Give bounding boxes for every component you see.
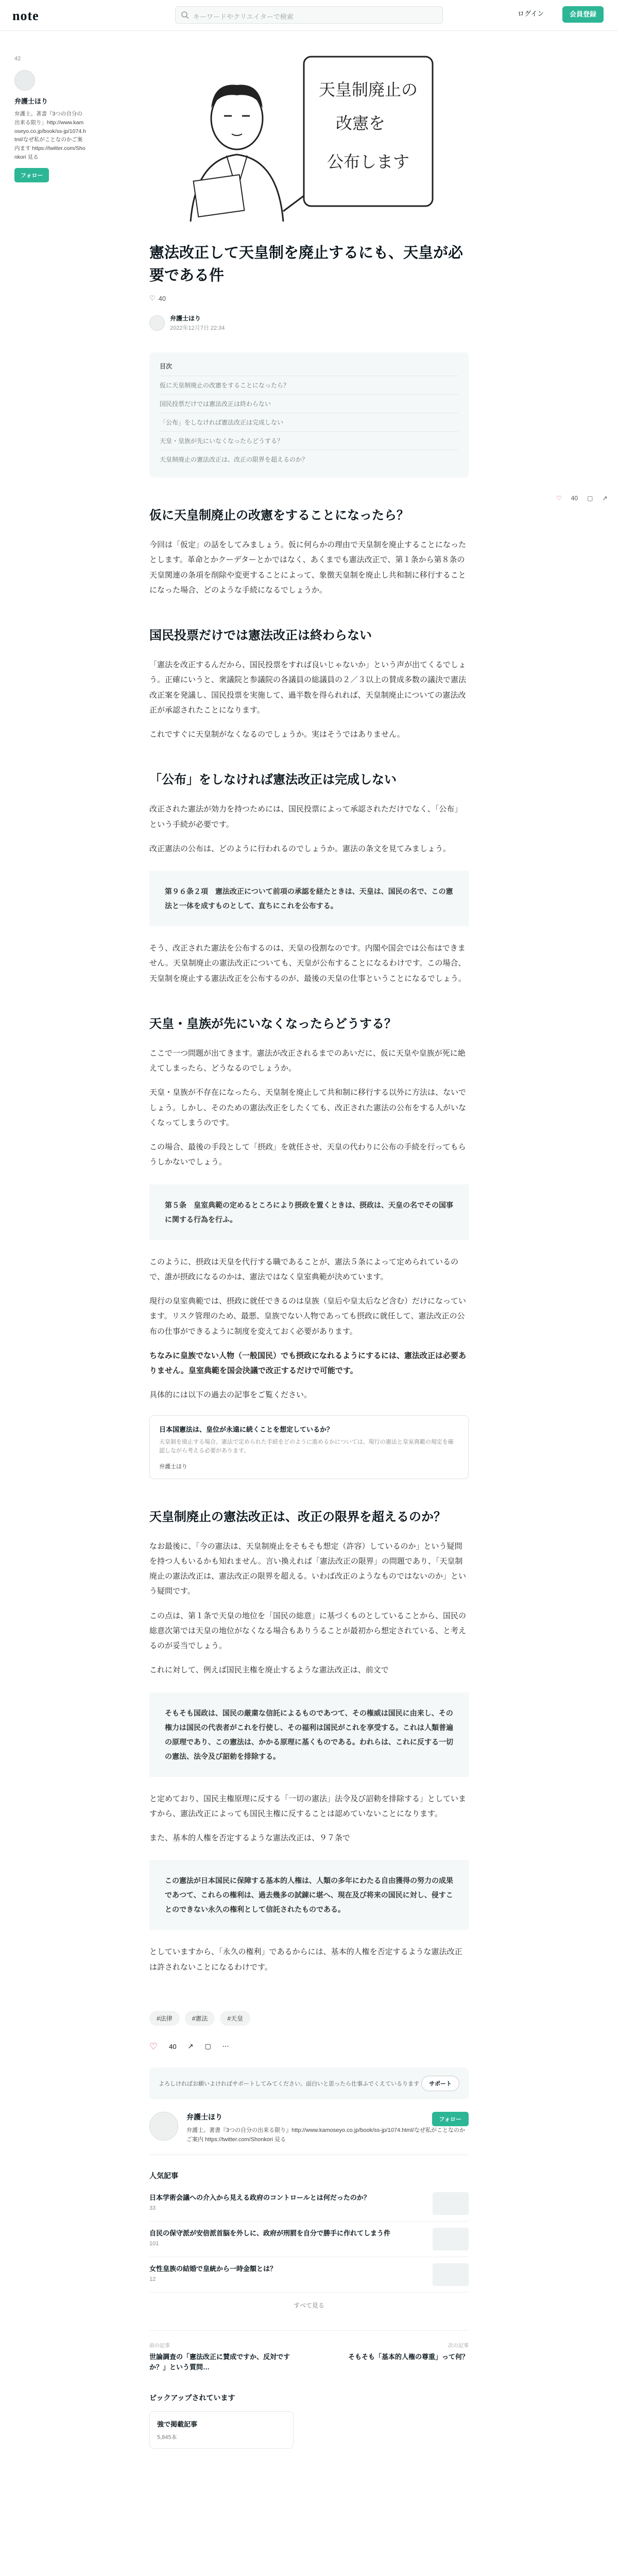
hero-illustration xyxy=(149,41,469,222)
pickup-section xyxy=(149,2393,469,2449)
prev-label: 前の記事 xyxy=(149,2343,170,2349)
popular-title: 日本学術会議への介入から見える政府のコントロールとは何だったのか？ xyxy=(149,2194,370,2202)
paragraph: 具体的には以下の過去の記事をご覧ください。 xyxy=(149,1391,312,1400)
next-title: そもそも「基本的人権の尊重」って何？ xyxy=(348,2353,469,2361)
tag[interactable]: #憲法 xyxy=(185,2011,215,2026)
pickup-card-title: 強で掲載記事 xyxy=(157,2420,198,2429)
see-all-link[interactable]: すべて見る xyxy=(294,2302,324,2310)
list-item[interactable] xyxy=(149,2186,469,2222)
paragraph: 今回は「仮定」の話をしてみましょう。仮に何らかの理由で天皇制を廃止することになったとします。革命とかクーデターとかではなく、あくまでも憲法改正で、第１条から第８条の天皇関連の条項を削除や変更することによって、象徴天皇制を廃止し共和制に移行することになった場合、どのような手続になるでしょうか。 xyxy=(149,540,467,595)
like-summary xyxy=(149,294,469,302)
paragraph: なお最後に、「今の憲法は、天皇制廃止をそもそも想定（許容）しているのか」という疑問を持つ人もいるかも知れません。言い換えれば「憲法改正の限界」の問題であり、「天皇制廃止の憲法改正は、憲法改正の限界を超える。いわば改正のようなものではないのか」という疑問です。 xyxy=(149,1541,467,1596)
embed-author: 弁護士ほり xyxy=(159,1463,187,1470)
popular-likes: 12 xyxy=(149,2276,156,2283)
like-count-bottom: 40 xyxy=(169,2042,177,2050)
thumbnail xyxy=(433,2263,469,2286)
profile-bio: 弁護士。著書『3つの自分の出来る限り』http://www.kamoseyo.co.jp/book/ss-jp/1074.html/なぜ私がことなのかご案内 https://twitter.com/Shonkori 見る xyxy=(186,2127,465,2143)
thumbnail xyxy=(433,2228,469,2250)
paragraph: 現行の皇室典範では、摂政に就任できるのは皇族（皇后や皇太后など含む）だけになっています。リスク管理のため、最悪、皇族でない人物であっても摂政に就任して、憲法改正の公布の仕事ができるように制度を変えておく必要があります。 xyxy=(149,1297,467,1336)
paragraph: この点は、第１条で天皇の地位を「国民の総意」に基づくものとしていることから、国民の総意次第では天皇の地位がなくなる場合もありうることが最初から想定されている、と考えるのが妥当でしょう。 xyxy=(149,1611,467,1651)
popular-title: 女性皇族の結婚で皇統から一時金額とは？ xyxy=(149,2265,277,2273)
blockquote: 第５条 皇室典範の定めるところにより摂政を置くときは、摂政は、天皇の名でその国事に関する行為を行ふ。 xyxy=(149,1184,469,1240)
comment-icon[interactable]: ▢ xyxy=(587,495,593,502)
popular-likes: 101 xyxy=(149,2241,159,2247)
pickup-card[interactable] xyxy=(149,2411,294,2449)
prev-next-nav xyxy=(149,2330,469,2372)
paragraph: この場合、最後の手段として「摂政」を就任させ、天皇の代わりに公布の手続を行ってもらうしかないでしょう。 xyxy=(149,1143,466,1167)
share-icon[interactable]: ↗ xyxy=(602,495,608,502)
list-item[interactable] xyxy=(149,2222,469,2257)
login-link[interactable]: ログイン xyxy=(518,10,544,18)
embed-description: 天皇制を廃止する場合、憲法で定められた手続をどのように進めるかについては、現行の憲法と皇室典範の規定を確認しながら考える必要があります。 xyxy=(159,1438,454,1454)
toc-item[interactable]: 「公布」をしなければ憲法改正は完成しない xyxy=(160,413,458,431)
popular-heading: 人気記事 xyxy=(149,2172,178,2180)
paragraph: これに対して、例えば国民主権を廃止するような憲法改正は、前文で xyxy=(149,1666,389,1675)
popular-articles xyxy=(149,2171,469,2310)
paragraph: 改正憲法の公布は、どのように行われるのでしょうか。憲法の条文を見てみましょう。 xyxy=(149,844,451,853)
paragraph: これですぐに天皇制がなくなるのでしょうか。実はそうではありません。 xyxy=(149,730,405,739)
hero-caption-1: 天皇制廃止の xyxy=(318,80,418,99)
popular-likes: 33 xyxy=(149,2205,156,2212)
blockquote: そもそも国政は、国民の厳粛な信託によるものであつて、その権威は国民に由来し、その権力は国民の代表者がこれを行使し、その福利は国民がこれを享受する。これは人類普遍の原理であり、この憲法は、かかる原理に基くものである。われらは、これに反する一切の憲法、法令及び詔勅を排除する。 xyxy=(149,1692,469,1777)
toc-title: 目次 xyxy=(160,363,173,370)
paragraph: と定めており、国民主権原理に反する「一切の憲法」法令及び詔勅を排除する」としていますから、憲法改正によっても国民主権に反することは認めていないことになります。 xyxy=(149,1794,467,1818)
author-avatar[interactable] xyxy=(149,315,165,331)
paragraph: としていますから、「永久の権利」であるからには、基本的人権を否定するような憲法改正は許されないことになるわけです。 xyxy=(149,1947,462,1972)
table-of-contents xyxy=(149,352,469,478)
section-heading: 天皇制廃止の憲法改正は、改正の限界を超えるのか？ xyxy=(149,1510,446,1524)
list-item[interactable] xyxy=(149,2257,469,2293)
paragraph: 「憲法を改正するんだから、国民投票をすれば良いじゃないか」という声が出てくるでしょう。正確にいうと、衆議院と参議院の各議員の総議員の２／３以上の賛成多数の議決で憲法改正案を発議し、国民投票を実施して、過半数を得られれば、天皇制廃止についての憲法改正が承認されたことになります。 xyxy=(149,660,467,715)
like-icon[interactable]: ♡ xyxy=(556,495,562,502)
publish-date: 2022年12月7日 22:34 xyxy=(170,325,225,331)
prev-title: 世論調査の「憲法改正に賛成ですか、反対ですか？」という質問… xyxy=(149,2353,290,2371)
paragraph: そう、改正された憲法を公布するのは、天皇の役割なのです。内閣や国会では公布はできません。天皇制廃止の憲法改正についても、天皇が公布することになるわけです。この場合、天皇制を廃止する憲法改正を公布するのが、最後の天皇の仕事ということになるでしょう。 xyxy=(149,944,466,983)
toc-item[interactable]: 天皇制廃止の憲法改正は、改正の限界を超えるのか？ xyxy=(160,450,458,468)
heart-icon[interactable]: ♡ xyxy=(149,294,156,302)
note-logo[interactable]: note xyxy=(12,8,39,23)
hero-caption-2: 改憲を xyxy=(335,113,386,133)
search-input[interactable] xyxy=(175,6,443,24)
support-text: よろしければお願いよければサポートしてみてください。面白いと思ったら仕事ふでくえているります xyxy=(159,2080,419,2087)
section-heading: 仮に天皇制廃止の改憲をすることになったら？ xyxy=(149,509,409,522)
toc-item[interactable]: 天皇・皇族が先にいなくなったらどうする？ xyxy=(160,431,458,450)
support-box xyxy=(149,2067,469,2099)
paragraph: 改正された憲法が効力を持つためには、国民投票によって承認されただけでなく、「公布」という手続が必要です。 xyxy=(149,805,462,829)
section-heading: 「公布」をしなければ憲法改正は完成しない xyxy=(149,773,397,787)
float-like-count: 40 xyxy=(571,495,578,502)
comment-icon[interactable]: ▢ xyxy=(204,2042,211,2050)
signup-button[interactable]: 会員登録 xyxy=(562,6,604,23)
like-count: 40 xyxy=(158,294,166,302)
creator-sidebar xyxy=(14,56,87,182)
prev-article[interactable] xyxy=(149,2341,299,2372)
pickup-heading: ピックアップされています xyxy=(149,2394,235,2402)
blockquote: 第９６条２項 憲法改正について前項の承認を経たときは、天皇は、国民の名で、この憲法と一体を成すものとして、直ちにこれを公布する。 xyxy=(149,871,469,926)
article xyxy=(149,242,469,2449)
hero-caption-3: 公布します xyxy=(327,152,410,172)
profile-name[interactable]: 弁護士ほり xyxy=(186,2112,222,2121)
section-heading: 国民投票だけでは憲法改正は終わらない xyxy=(149,629,372,642)
paragraph: また、基本的人権を否定するような憲法改正は、９７条で xyxy=(149,1834,351,1843)
thumbnail xyxy=(433,2192,469,2215)
article-actions xyxy=(149,2041,469,2052)
floating-actions xyxy=(556,495,608,502)
more-icon[interactable]: ⋯ xyxy=(222,2042,229,2050)
profile-card xyxy=(149,2112,469,2155)
embedded-article-card[interactable] xyxy=(149,1415,469,1479)
sidebar-count: 42 xyxy=(14,56,21,62)
search-placeholder: キーワードやクリエイターで検索 xyxy=(193,13,294,21)
next-label: 次の記事 xyxy=(448,2343,469,2349)
paragraph: ここで一つ問題が出てきます。憲法が改正されるまでのあいだに、仮に天皇や皇族が死に絶えてしまったら、どうなるのでしょうか。 xyxy=(149,1048,466,1073)
next-article[interactable] xyxy=(319,2341,469,2372)
embed-title: 日本国憲法は、皇位が永遠に続くことを想定しているか？ xyxy=(159,1425,334,1433)
like-button[interactable]: ♡ xyxy=(149,2041,158,2052)
tag[interactable]: #天皇 xyxy=(220,2011,250,2026)
avatar[interactable] xyxy=(14,70,35,91)
paragraph: 天皇・皇族が不存在になったら、天皇制を廃止して共和制に移行する以外に方法は、ないでしょう。しかし、そのための憲法改正をしたくても、改正された憲法の公布をする人がいなくなってしまうのです。 xyxy=(149,1088,467,1127)
profile-follow-button[interactable]: フォロー xyxy=(432,2112,469,2126)
creator-name[interactable]: 弁護士ほり xyxy=(14,97,48,105)
toc-item[interactable]: 仮に天皇制廃止の改憲をすることになったら？ xyxy=(160,376,458,394)
section-heading: 天皇・皇族が先にいなくなったらどうする？ xyxy=(149,1016,397,1031)
support-button[interactable]: サポート xyxy=(421,2076,459,2091)
blockquote: この憲法が日本国民に保障する基本的人権は、人類の多年にわたる自由獲得の努力の成果であつて、これらの権利は、過去幾多の試錬に堪へ、現在及び将来の国民に対し、侵すことのできない永久の権利として信託されたものである。 xyxy=(149,1860,469,1930)
paragraph: ちなみに皇族でない人物（一般国民）でも摂政になれるようにするには、憲法改正は必要ありません。皇室典範を国会決議で改正するだけで可能です。 xyxy=(149,1351,467,1375)
paragraph: このように、摂政は天皇を代行する職であることが、憲法５条によって定められているので、誰が摂政になるのかは、憲法ではなく皇室典範が決めています。 xyxy=(149,1257,459,1281)
creator-bio: 弁護士。著書『3つの自分の出来る限り」http://www.kamoseyo.co.jp/book/ss-jp/1074.html/なぜ私がことなのかご案内ます https://twitter.com/Shonkori 見る xyxy=(14,111,86,160)
search-icon xyxy=(181,11,189,19)
share-icon[interactable]: ↗ xyxy=(187,2042,194,2050)
tag[interactable]: #法律 xyxy=(149,2011,180,2026)
toc-item[interactable]: 国民投票だけでは憲法改正は終わらない xyxy=(160,394,458,413)
pickup-card-count: 5,845本 xyxy=(157,2434,177,2441)
article-title: 憲法改正して天皇制を廃止するにも、天皇が必要である件 xyxy=(149,245,464,284)
author-row xyxy=(149,314,469,332)
popular-title: 自民の保守派が安倍派首脳を外しに、政府が刑罰を自分で勝手に作れてしまう件 xyxy=(149,2229,391,2238)
follow-button[interactable]: フォロー xyxy=(14,168,49,182)
site-header xyxy=(0,0,618,31)
author-name[interactable]: 弁護士ほり xyxy=(170,315,201,322)
tag-list xyxy=(149,2011,469,2026)
profile-avatar[interactable] xyxy=(149,2112,178,2141)
